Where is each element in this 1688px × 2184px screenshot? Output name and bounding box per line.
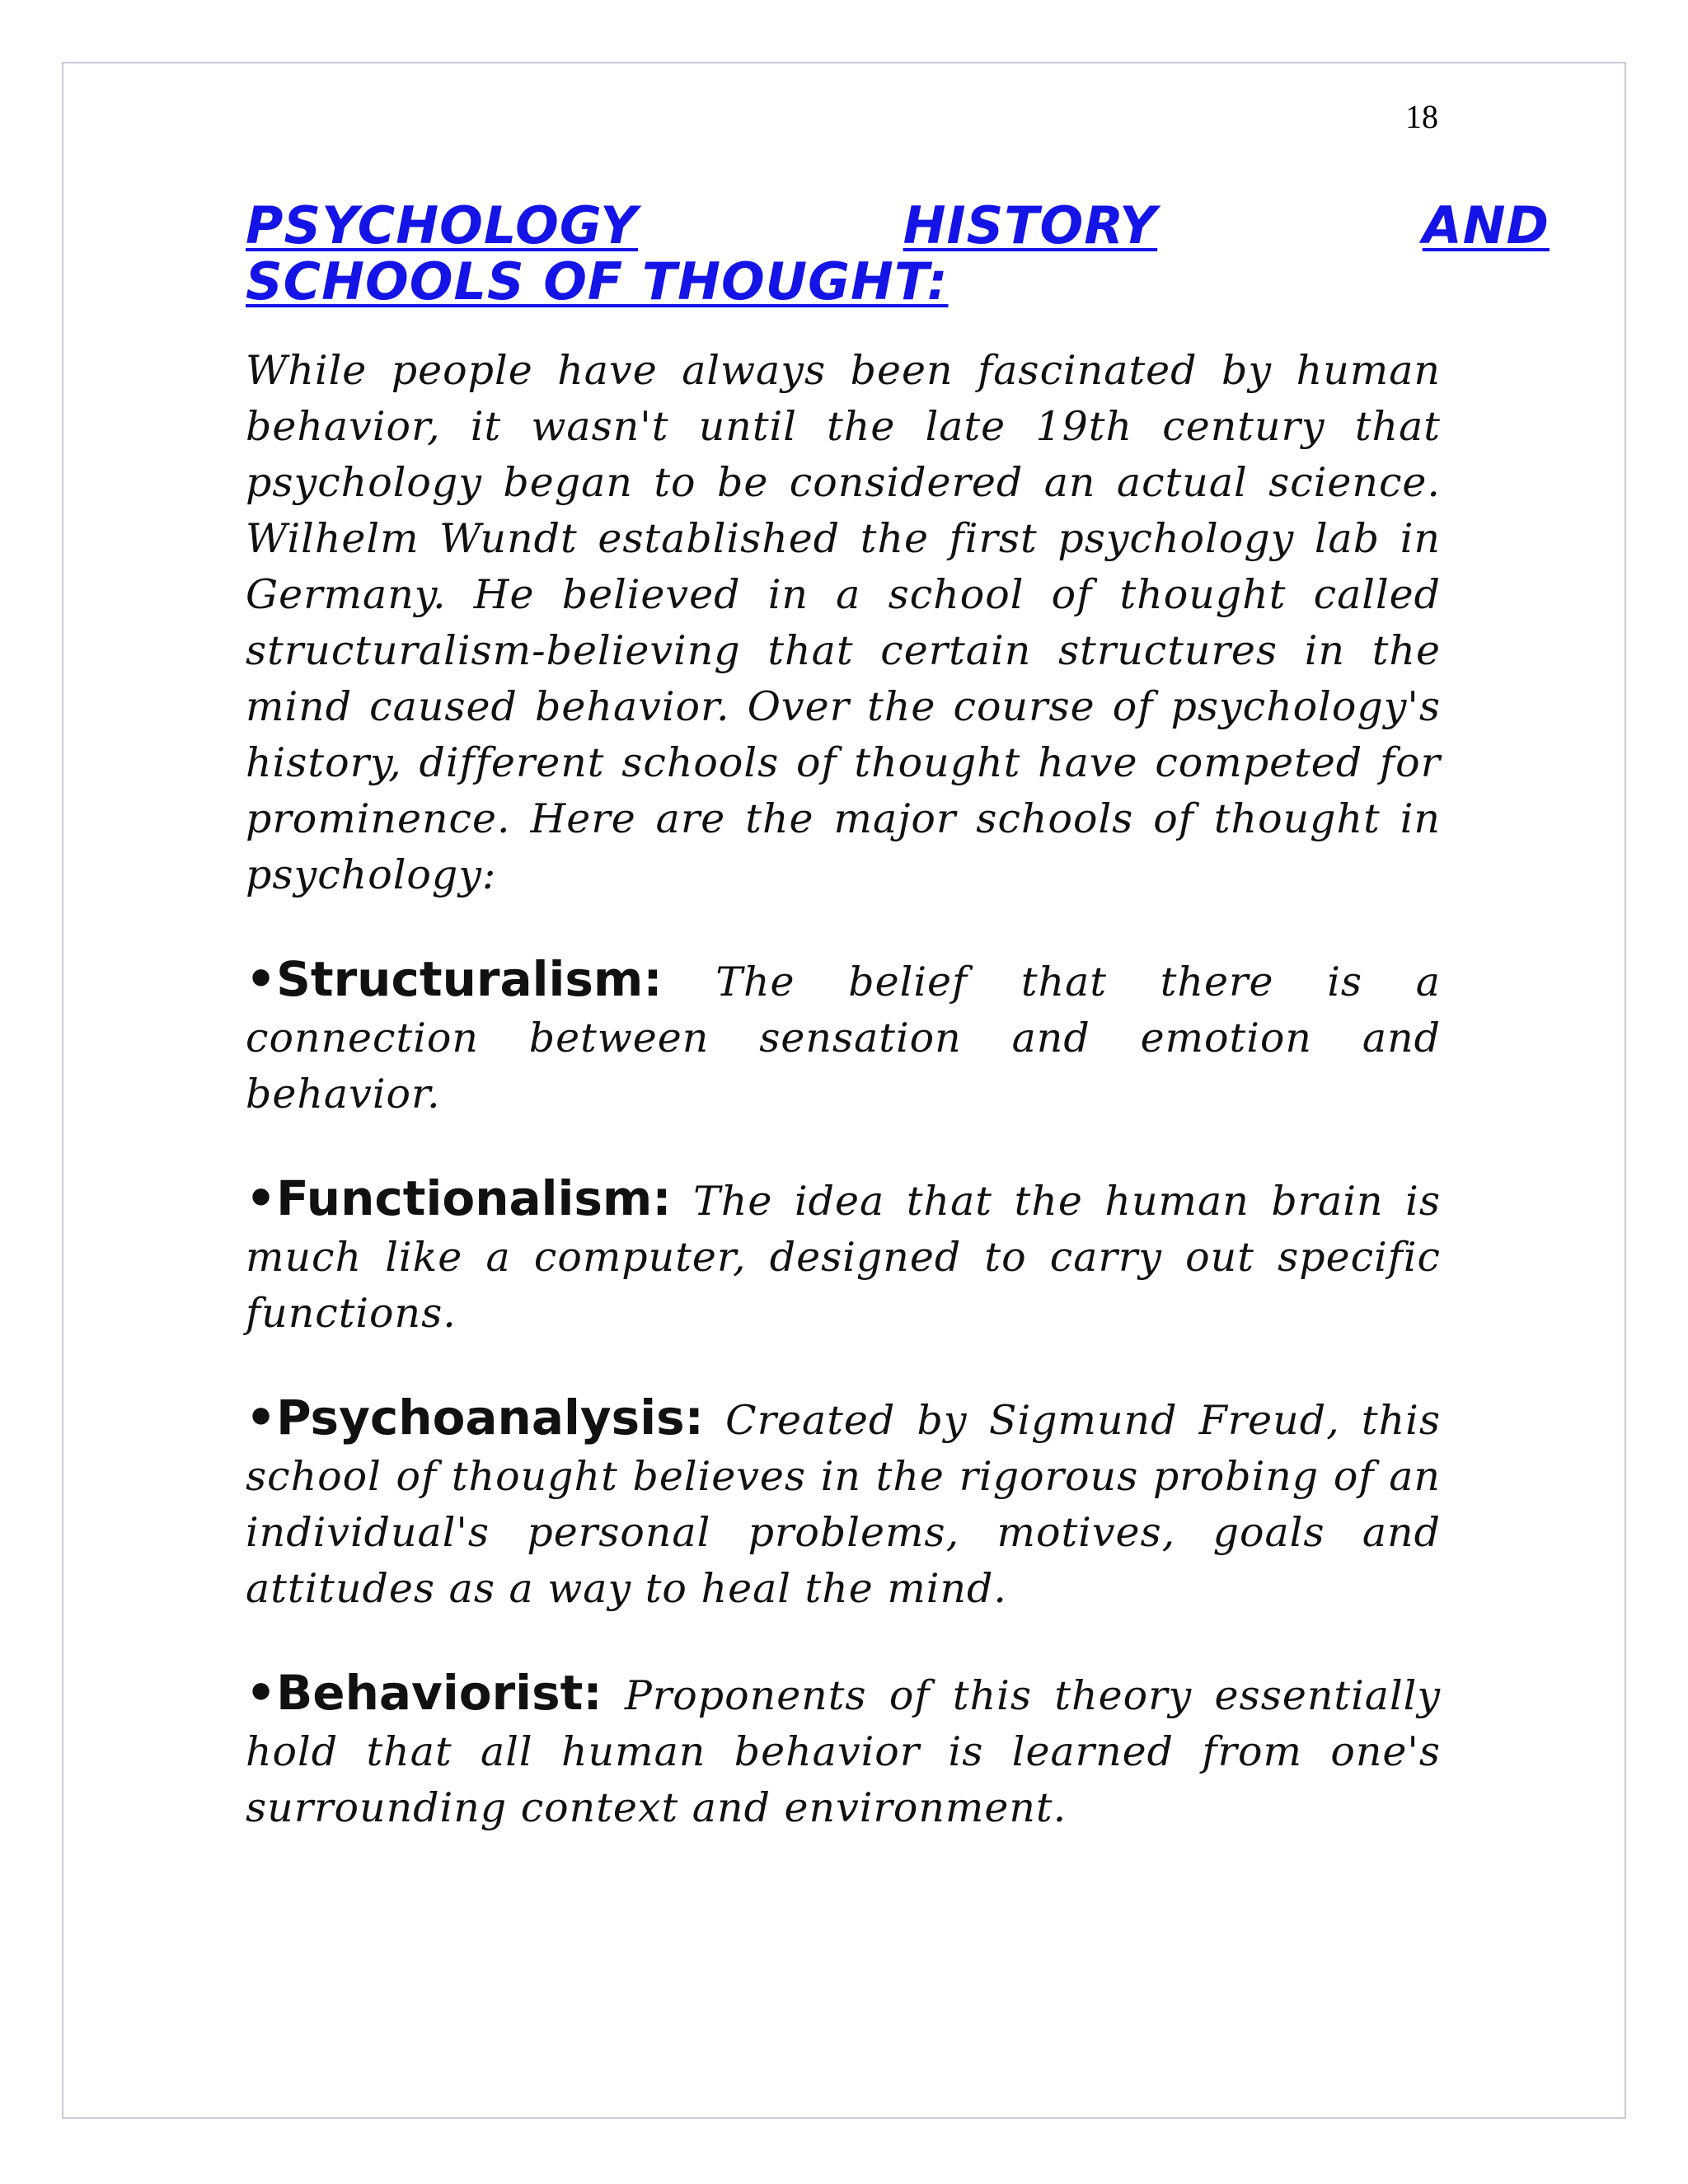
page-content [246, 195, 1550, 1836]
school-item-psychoanalysis [246, 1390, 1441, 1617]
school-term: •Functionalism: [246, 1170, 672, 1227]
school-item-functionalism [246, 1170, 1441, 1342]
heading-line-1 [246, 195, 1550, 255]
intro-paragraph: While people have always been fascinated by human behavior, it wasn't until the late 19th century that psychology began to be considered an actual science. Wilhelm Wundt established the first psychology lab in Germany. He believed in a school of thought called structuralism-believing that certain structures in the mind caused behavior. Over the course of psychology's history, different schools of thought have competed for prominence. Here are the major schools of thought in psychology: [246, 347, 1441, 899]
school-description: Created by Sigmund Freud, this school of thought believes in the rigorous probing of an individual's personal problems, motives, goals and attitudes as a way to heal the mind. [246, 1397, 1441, 1613]
page-heading [246, 195, 1550, 312]
heading-line-2: SCHOOLS OF THOUGHT: [246, 251, 949, 312]
school-item-behaviorist [246, 1665, 1441, 1836]
school-description: The belief that there is a connection between sensation and emotion and behavior. [246, 958, 1441, 1118]
heading-word-and: AND [1422, 195, 1550, 255]
heading-word-psychology: PSYCHOLOGY [246, 195, 639, 255]
heading-word-history: HISTORY [903, 195, 1158, 255]
school-item-structuralism [246, 951, 1441, 1122]
school-term: •Structuralism: [246, 951, 663, 1008]
school-description: The idea that the human brain is much like a computer, designed to carry out specific functions. [246, 1178, 1441, 1338]
school-term: •Psychoanalysis: [246, 1390, 704, 1446]
school-term: •Behaviorist: [246, 1665, 603, 1722]
page-number: 18 [1405, 98, 1438, 135]
school-description: Proponents of this theory essentially hold that all human behavior is learned from one's surrounding context and environment. [246, 1672, 1441, 1832]
